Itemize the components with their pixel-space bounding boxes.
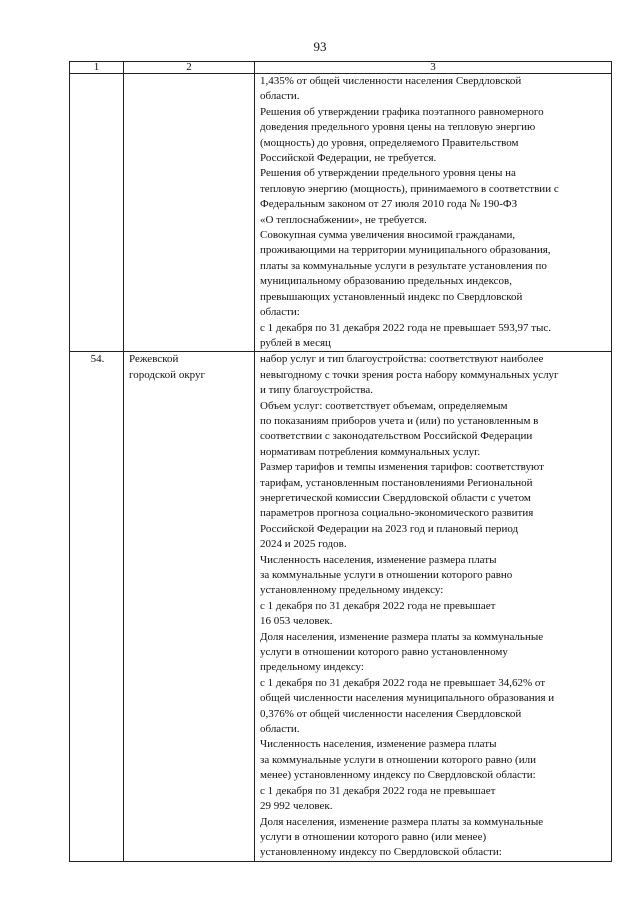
column-header-2: 2 — [124, 62, 255, 74]
text-line: 29 992 человек. — [260, 800, 333, 813]
column-header-1: 1 — [70, 62, 124, 74]
text-line: Федеральным законом от 27 июля 2010 года № 190-ФЗ — [260, 198, 518, 211]
text-line: за коммунальные услуги в отношении которого равно (или — [260, 753, 536, 766]
text-line: доведения предельного уровня цены на тепловую энергию — [260, 121, 536, 134]
text-line: 1,435% от общей численности населения Свердловской — [260, 75, 522, 87]
text-line: Объем услуг: соответствует объемам, определяемым — [260, 399, 508, 412]
table-row-continuation — [70, 74, 612, 352]
text-line: Численность населения, изменение размера платы — [260, 553, 497, 566]
text-line: тепловую энергию (мощность), принимаемого в соответствии с — [260, 182, 559, 195]
text-line: Российской Федерации на 2023 год и плановый период — [260, 522, 519, 535]
municipality-cell — [124, 352, 255, 861]
text-line: соответствии с законодательством Российской Федерации — [260, 430, 533, 443]
text-line: Российской Федерации, не требуется. — [260, 152, 437, 165]
text-line: менее) установленному индексу по Свердловской области: — [260, 769, 536, 782]
description-cell — [255, 352, 612, 861]
text-line: с 1 декабря по 31 декабря 2022 года не превышает 593,97 тыс. — [260, 321, 552, 334]
description-cell — [255, 74, 612, 352]
text-line: 16 053 человек. — [260, 615, 333, 628]
text-line: 2024 и 2025 годов. — [260, 538, 347, 551]
text-line: параметров прогноза социально-экономического развития — [260, 507, 534, 520]
text-line: проживающими на территории муниципального образования, — [260, 244, 551, 257]
text-line: с 1 декабря по 31 декабря 2022 года не превышает 34,62% от — [260, 676, 546, 689]
text-line: набор услуг и тип благоустройства: соответствуют наиболее — [260, 353, 544, 366]
page-number: 93 — [313, 39, 327, 54]
text-line: (мощность) до уровня, определяемого Правительством — [260, 136, 519, 149]
text-line: Размер тарифов и темпы изменения тарифов: соответствуют — [260, 461, 544, 474]
text-line: с 1 декабря по 31 декабря 2022 года не превышает — [260, 784, 496, 797]
text-line: «О теплоснабжении», не требуется. — [260, 213, 427, 226]
text-line: Доля населения, изменение размера платы за коммунальные — [260, 815, 544, 828]
column-header-3: 3 — [255, 62, 612, 74]
text-line: превышающих установленный индекс по Свердловской — [260, 290, 523, 303]
text-line: энергетической комиссии Свердловской области с учетом — [260, 491, 531, 504]
text-line: области: — [260, 306, 300, 319]
text-line: по показаниям приборов учета и (или) по установленным в — [260, 414, 539, 427]
table-header-row — [70, 62, 612, 74]
text-line: тарифам, установленным постановлениями Региональной — [260, 476, 533, 489]
text-line: Режевской — [129, 353, 179, 366]
text-line: с 1 декабря по 31 декабря 2022 года не превышает — [260, 599, 496, 612]
document-table — [69, 61, 612, 862]
text-line: установленному предельному индексу: — [260, 584, 444, 597]
text-line: 0,376% от общей численности населения Свердловской — [260, 707, 522, 720]
text-line: Решения об утверждении графика поэтапного равномерного — [260, 105, 544, 118]
text-line: области. — [260, 723, 300, 736]
text-line: нормативам потребления коммунальных услуг. — [260, 445, 481, 458]
text-line: муниципальному образованию предельных индексов, — [260, 275, 512, 288]
text-line: городской округ — [129, 368, 206, 381]
municipality-cell — [124, 74, 255, 352]
text-line: платы за коммунальные услуги в результате установления по — [260, 259, 547, 272]
table-row-54 — [70, 352, 612, 861]
text-line: невыгодному с точки зрения роста набору коммунальных услуг — [260, 368, 559, 381]
text-line: Решения об утверждении предельного уровня цены на — [260, 167, 516, 180]
text-line: предельному индексу: — [260, 661, 364, 674]
row-number-cell — [70, 74, 124, 352]
row-number-cell: 54. — [70, 352, 124, 861]
text-line: и типу благоустройства. — [260, 384, 374, 397]
text-line: Совокупная сумма увеличения вносимой гражданами, — [260, 229, 516, 242]
text-line: рублей в месяц — [260, 336, 331, 349]
text-line: области. — [260, 90, 300, 103]
text-line: установленному индексу по Свердловской области: — [260, 846, 502, 859]
text-line: Численность населения, изменение размера платы — [260, 738, 497, 751]
text-line: услуги в отношении которого равно установленному — [260, 646, 508, 659]
text-line: общей численности населения муниципального образования и — [260, 692, 555, 705]
text-line: за коммунальные услуги в отношении которого равно — [260, 569, 513, 581]
text-line: услуги в отношении которого равно (или менее) — [260, 830, 487, 843]
text-line: Доля населения, изменение размера платы за коммунальные — [260, 630, 544, 643]
